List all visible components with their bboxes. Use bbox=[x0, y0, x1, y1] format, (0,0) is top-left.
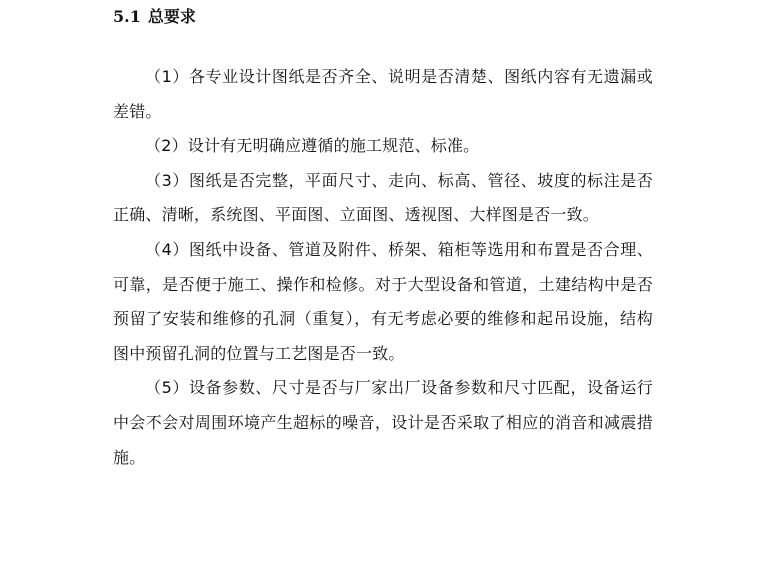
paragraph-4: （4）图纸中设备、管道及附件、桥架、箱柜等选用和布置是否合理、可靠，是否便于施工、操作和检修。对于大型设备和管道，土建结构中是否预留了安装和维修的孔洞（重复），有无考虑必要的维修和起吊设施，结构图中预留孔洞的位置与工艺图是否一致。 bbox=[113, 239, 653, 363]
section-body bbox=[113, 60, 653, 475]
paragraph-5: （5）设备参数、尺寸是否与厂家出厂设备参数和尺寸匹配，设备运行中会不会对周围环境产生超标的噪音，设计是否采取了相应的消音和减震措施。 bbox=[113, 378, 653, 467]
section-number: 5.1 bbox=[113, 7, 141, 26]
section-title: 总要求 bbox=[147, 7, 196, 26]
paragraph-2: （2）设计有无明确应遵循的施工规范、标准。 bbox=[145, 136, 480, 156]
section-heading bbox=[113, 5, 196, 29]
paragraph-1: （1）各专业设计图纸是否齐全、说明是否清楚、图纸内容有无遗漏或差错。 bbox=[113, 67, 653, 121]
paragraph-3: （3）图纸是否完整，平面尺寸、走向、标高、管径、坡度的标注是否正确、清晰，系统图、平面图、立面图、透视图、大样图是否一致。 bbox=[113, 170, 653, 225]
